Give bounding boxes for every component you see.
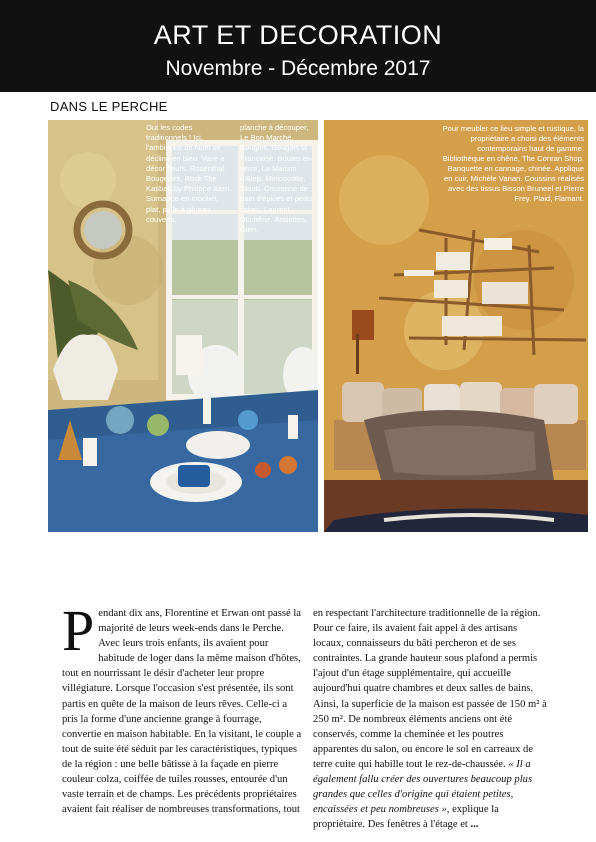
- body-paragraph-1: endant dix ans, Florentine et Erwan ont passé la majorité de leurs week-ends dans le Perche. Avec leurs trois enfants, ils avaient pour habitude de loger dans la même maison d'hôtes, tout en nourrissant le désir d'acheter leur propre villégiature. Lorsque l'occasion s'est présentée, ils sont partis en quête de la maison de leurs rêves. Celle-ci a pris la forme d'une ancienne grange à fourrage, convertie en maison habitable. En la visitant, le couple a tout de suite été séduit par les caractéristiques, typiques de la région : une belle bâtisse à la façade en pierre couleur colza, coiffée de tuiles rousses, entourée d'un vaste terrain et de champs. Les précédents propriétaires avaient fait réaliser de nombreuses transformations, tout: [62, 608, 302, 816]
- body-column-1: [62, 598, 302, 817]
- section-label: DANS LE PERCHE: [50, 99, 168, 114]
- drop-cap: P: [62, 598, 95, 663]
- continued-ellipsis: ...: [470, 819, 479, 831]
- caption-right: Pour meubler ce lieu simple et rustique, la propriétaire a choisi des éléments contemporains haut de gamme. Bibliothèque en chêne, The Conran Shop. Banquette en cannage, chinée. Applique en cuir, Michèle Varian. Coussins réalisés avec des tissus Bisson Bruneel et Pierre Frey. Plaid, Flamant.: [442, 124, 584, 203]
- caption-left-part1: Out les codes traditionnels ! Ici, l'ambiance de Noël se décline en bleu. Vase à décor fleurs, Rosenthal. Bougeoirs, Rock The Kasbah by Philippe Xerri. Surnappe en crochet, plat, pelle à gâteau, couverts,: [146, 123, 232, 224]
- issue-date: Novembre - Décembre 2017: [165, 57, 431, 80]
- body-column-2: [313, 606, 549, 832]
- caption-left-part2: planche à découper, Le Bon Marché. Bougies, Bougies la Française. Boules en verre, La Maison d'Alep. Minicocotte, Staub. Couronne de pain d'épices et petits cakes, Laurent Duchêne. Assiettes, Gien.: [240, 123, 313, 235]
- body-paragraph-2-cont: , explique la propriétaire. Des fenêtres à l'étage et: [313, 804, 499, 831]
- magazine-header: [0, 0, 596, 92]
- owner-quote: « Il a également fallu créer des ouvertures beaucoup plus grandes que celles d'origine qui étaient petites, encaissées et peu nombreuses »: [313, 758, 533, 816]
- magazine-title: ART ET DECORATION: [153, 20, 443, 50]
- body-paragraph-2: en respectant l'architecture traditionnelle de la région. Pour ce faire, ils avaient fait appel à des artisans locaux, connaisseurs du bâti percheron et de ses contraintes. La grande hauteur sous plafond a permis l'ajout d'un étage supplémentaire, qui accueille aujourd'hui quatre chambres et deux salles de bains. Ainsi, la superficie de la maison est passée de 150 m² à 250 m². De nombreux éléments anciens ont été conservés, comme la cheminée et les poutres apparentes du salon, ou encore le sol en carreaux de terre cuite qui habille tout le rez-de-chaussée.: [313, 608, 547, 770]
